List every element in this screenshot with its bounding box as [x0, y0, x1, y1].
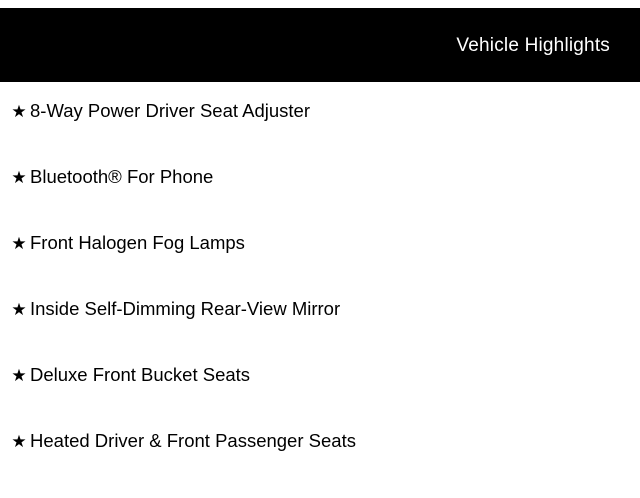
list-item [0, 102, 640, 168]
list-item-label: Deluxe Front Bucket Seats [30, 364, 251, 385]
page-header [0, 8, 640, 82]
list-item [0, 366, 640, 432]
list-item-label: 8-Way Power Driver Seat Adjuster [30, 100, 310, 121]
list-item [0, 168, 640, 234]
star-bullet-icon: ★ [11, 300, 27, 319]
list-item-label: Front Halogen Fog Lamps [30, 232, 245, 253]
star-bullet-icon: ★ [11, 168, 27, 187]
highlights-list [0, 82, 640, 498]
list-item [0, 234, 640, 300]
list-item-label: Heated Driver & Front Passenger Seats [30, 430, 356, 451]
list-item-label: Bluetooth® For Phone [30, 166, 214, 187]
star-bullet-icon: ★ [11, 366, 27, 385]
list-item-label: Inside Self-Dimming Rear-View Mirror [30, 298, 341, 319]
page-title: Vehicle Highlights [456, 34, 610, 56]
star-bullet-icon: ★ [11, 234, 27, 253]
star-bullet-icon: ★ [11, 102, 27, 121]
list-item [0, 432, 640, 498]
star-bullet-icon: ★ [11, 432, 27, 451]
list-item [0, 300, 640, 366]
